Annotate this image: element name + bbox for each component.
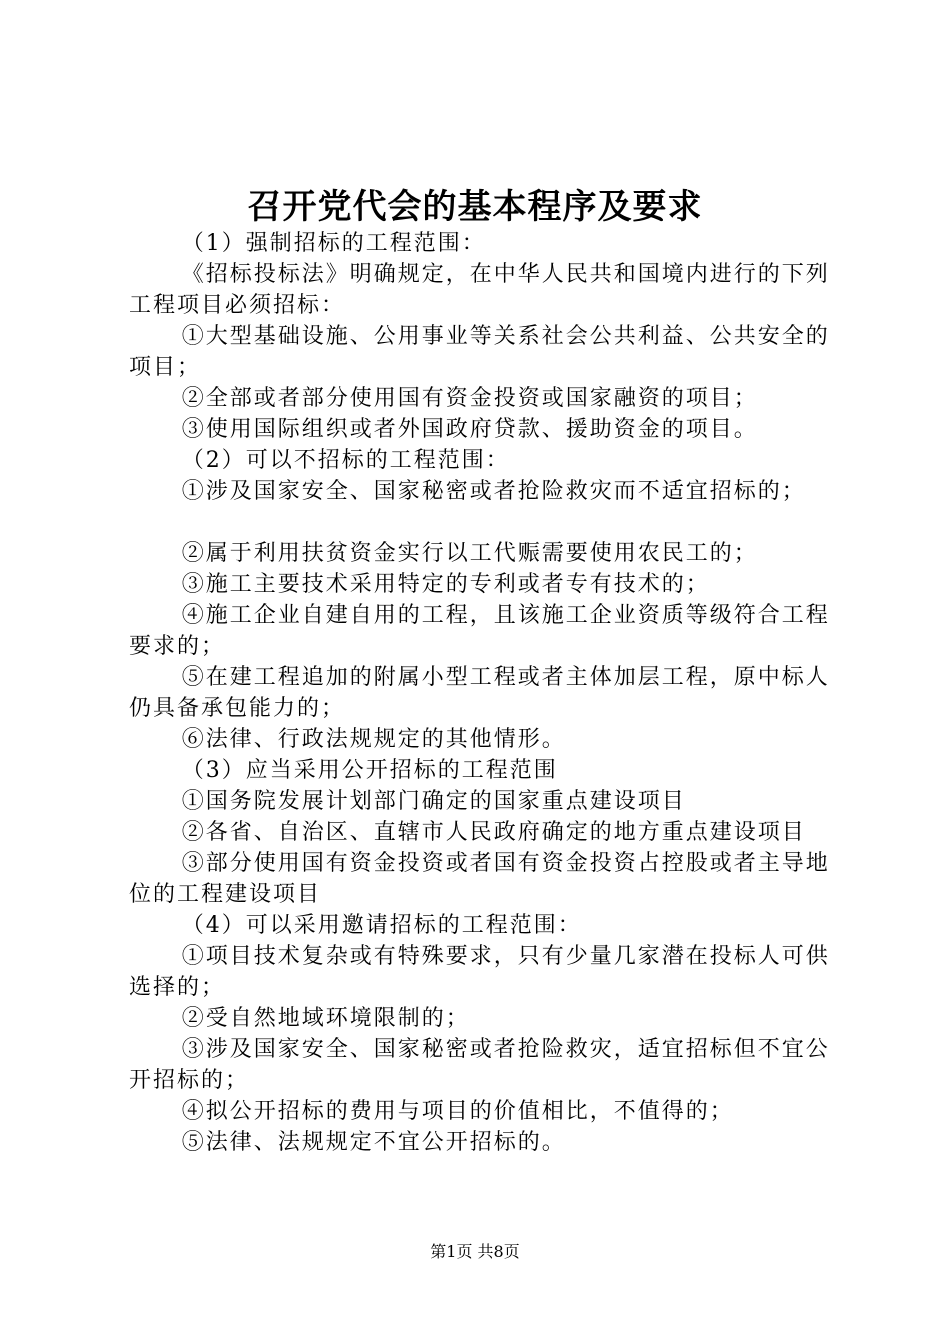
- paragraph: （1）强制招标的工程范围：: [181, 231, 486, 256]
- paragraph: ⑤法律、法规规定不宜公开招标的。: [181, 1130, 566, 1155]
- paragraph: ①项目技术复杂或有特殊要求，只有少量几家潜在投标人可供选择的；: [129, 944, 830, 1000]
- paragraph: 《招标投标法》明确规定，在中华人民共和国境内进行的下列工程项目必须招标：: [129, 262, 830, 318]
- paragraph: ②受自然地域环境限制的；: [181, 1006, 470, 1031]
- paragraph: ①国务院发展计划部门确定的国家重点建设项目: [181, 789, 686, 814]
- document-title: 召开党代会的基本程序及要求: [247, 187, 703, 227]
- paragraph: ⑥法律、行政法规规定的其他情形。: [181, 727, 566, 752]
- paragraph: ③部分使用国有资金投资或者国有资金投资占控股或者主导地位的工程建设项目: [129, 851, 830, 907]
- paragraph: ③使用国际组织或者外国政府贷款、援助资金的项目。: [181, 417, 758, 442]
- paragraph: （4）可以采用邀请招标的工程范围：: [181, 913, 582, 938]
- paragraph: ①大型基础设施、公用事业等关系社会公共利益、公共安全的项目；: [129, 324, 830, 380]
- paragraph: ③施工主要技术采用特定的专利或者专有技术的；: [181, 572, 710, 597]
- paragraph: ①涉及国家安全、国家秘密或者抢险救灾而不适宜招标的；: [181, 479, 806, 504]
- paragraph: ④施工企业自建自用的工程，且该施工企业资质等级符合工程要求的；: [129, 603, 830, 659]
- paragraph: ④拟公开招标的费用与项目的价值相比，不值得的；: [181, 1099, 734, 1124]
- paragraph: ②各省、自治区、直辖市人民政府确定的地方重点建设项目: [181, 820, 806, 845]
- paragraph: （2）可以不招标的工程范围：: [181, 448, 510, 473]
- paragraph: ⑤在建工程追加的附属小型工程或者主体加层工程，原中标人仍具备承包能力的；: [129, 665, 830, 721]
- page-footer: 第1页 共8页: [430, 1242, 520, 1261]
- paragraph: ③涉及国家安全、国家秘密或者抢险救灾，适宜招标但不宜公开招标的；: [129, 1037, 830, 1093]
- paragraph: ②全部或者部分使用国有资金投资或国家融资的项目；: [181, 386, 758, 411]
- paragraph: （3）应当采用公开招标的工程范围: [181, 758, 558, 783]
- paragraph: ②属于利用扶贫资金实行以工代赈需要使用农民工的；: [181, 541, 758, 566]
- document-body: [129, 228, 835, 1158]
